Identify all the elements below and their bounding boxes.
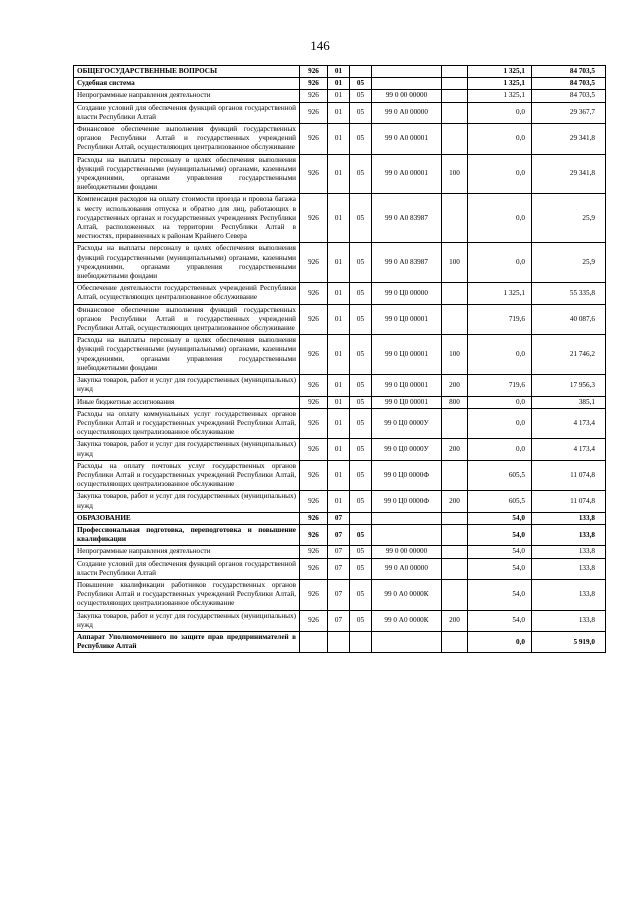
row-sum-1: 0,0 xyxy=(468,124,532,155)
row-sum-2: 21 746,2 xyxy=(532,335,606,375)
row-name: Обеспечение деятельности государственных учреждений Республики Алтай, осуществляющих централизованное обслуживание xyxy=(74,283,300,304)
row-name: Повышение квалификации работников государственных органов Республики Алтай и государственных учреждений Республики Алтай, осуществляющих централизованное обслуживание xyxy=(74,579,300,610)
row-gr: 926 xyxy=(300,154,328,194)
table-row xyxy=(74,194,606,243)
row-cs: 99 0 Ц0 00001 xyxy=(372,396,442,408)
row-name: Расходы на выплаты персоналу в целях обеспечения выполнения функций государственными (муниципальными) органами, казенными учреждениями, органами управления государственными внебюджетными фондами xyxy=(74,335,300,375)
row-sum-2: 84 703,5 xyxy=(532,78,606,90)
row-rz: 01 xyxy=(328,335,350,375)
row-rz: 01 xyxy=(328,194,350,243)
row-vr xyxy=(442,558,468,579)
row-vr xyxy=(442,66,468,78)
row-sum-1: 0,0 xyxy=(468,102,532,123)
row-sum-1: 1 325,1 xyxy=(468,66,532,78)
row-name: Непрограммные направления деятельности xyxy=(74,90,300,102)
row-pr: 05 xyxy=(350,102,372,123)
row-gr xyxy=(300,631,328,652)
row-cs xyxy=(372,512,442,524)
row-pr: 05 xyxy=(350,610,372,631)
row-gr: 926 xyxy=(300,546,328,558)
row-gr: 926 xyxy=(300,460,328,491)
row-vr xyxy=(442,460,468,491)
table-row xyxy=(74,375,606,396)
row-sum-1: 0,0 xyxy=(468,396,532,408)
row-sum-2: 11 074,8 xyxy=(532,460,606,491)
table-row xyxy=(74,78,606,90)
row-cs: 99 0 А0 00001 xyxy=(372,154,442,194)
row-vr: 100 xyxy=(442,154,468,194)
row-pr: 05 xyxy=(350,558,372,579)
row-cs: 99 0 Ц0 00001 xyxy=(372,375,442,396)
row-cs: 99 0 Ц0 0000У xyxy=(372,439,442,460)
row-vr xyxy=(442,546,468,558)
row-sum-2: 133,8 xyxy=(532,579,606,610)
row-gr: 926 xyxy=(300,102,328,123)
row-pr: 05 xyxy=(350,154,372,194)
row-cs: 99 0 Ц0 00001 xyxy=(372,335,442,375)
row-cs: 99 0 А0 0000К xyxy=(372,610,442,631)
row-rz: 01 xyxy=(328,439,350,460)
row-vr xyxy=(442,524,468,545)
row-gr: 926 xyxy=(300,90,328,102)
row-name: Компенсация расходов на оплату стоимости проезда и провоза багажа к месту использования отпуска и обратно для лиц, работающих в государственных органах и государственных учреждениях Республики Алтай, расположенных на территории Республики Алтай в местностях, приравненных к районам Крайнего Севера xyxy=(74,194,300,243)
row-sum-1: 54,0 xyxy=(468,579,532,610)
row-name: Создание условий для обеспечения функций органов государственной власти Республики Алтай xyxy=(74,102,300,123)
row-sum-2: 55 335,8 xyxy=(532,283,606,304)
row-name: ОБЩЕГОСУДАРСТВЕННЫЕ ВОПРОСЫ xyxy=(74,66,300,78)
row-gr: 926 xyxy=(300,243,328,283)
row-pr: 05 xyxy=(350,439,372,460)
row-sum-2: 133,8 xyxy=(532,546,606,558)
row-rz: 07 xyxy=(328,610,350,631)
row-pr: 05 xyxy=(350,283,372,304)
row-vr: 100 xyxy=(442,243,468,283)
row-rz: 07 xyxy=(328,524,350,545)
row-rz: 07 xyxy=(328,579,350,610)
row-cs xyxy=(372,78,442,90)
row-sum-2: 4 173,4 xyxy=(532,439,606,460)
row-sum-1: 719,6 xyxy=(468,304,532,335)
row-rz: 07 xyxy=(328,512,350,524)
row-rz: 01 xyxy=(328,375,350,396)
row-sum-2: 25,9 xyxy=(532,194,606,243)
table-row xyxy=(74,610,606,631)
row-sum-1: 0,0 xyxy=(468,194,532,243)
row-name: Закупка товаров, работ и услуг для государственных (муниципальных) нужд xyxy=(74,439,300,460)
row-sum-2: 84 703,5 xyxy=(532,66,606,78)
row-gr: 926 xyxy=(300,491,328,512)
row-pr: 05 xyxy=(350,335,372,375)
row-vr xyxy=(442,194,468,243)
row-name: Профессиональная подготовка, переподготовка и повышение квалификации xyxy=(74,524,300,545)
row-pr: 05 xyxy=(350,579,372,610)
row-rz: 01 xyxy=(328,460,350,491)
row-gr: 926 xyxy=(300,558,328,579)
row-pr: 05 xyxy=(350,375,372,396)
row-name: Расходы на оплату коммунальных услуг государственных органов Республики Алтай и государственных учреждений Республики Алтай, осуществляющих централизованное обслуживание xyxy=(74,408,300,439)
row-sum-1: 54,0 xyxy=(468,610,532,631)
row-sum-2: 40 087,6 xyxy=(532,304,606,335)
row-name: Расходы на выплаты персоналу в целях обеспечения выполнения функций государственными (муниципальными) органами, казенными учреждениями, органами управления государственными внебюджетными фондами xyxy=(74,243,300,283)
row-rz: 01 xyxy=(328,396,350,408)
page-number: 146 xyxy=(310,38,330,53)
row-gr: 926 xyxy=(300,524,328,545)
row-sum-1: 0,0 xyxy=(468,243,532,283)
row-name: Расходы на выплаты персоналу в целях обеспечения выполнения функций государственными (муниципальными) органами, казенными учреждениями, органами управления государственными внебюджетными фондами xyxy=(74,154,300,194)
row-pr: 05 xyxy=(350,194,372,243)
row-gr: 926 xyxy=(300,194,328,243)
row-name: Закупка товаров, работ и услуг для государственных (муниципальных) нужд xyxy=(74,375,300,396)
row-sum-1: 719,6 xyxy=(468,375,532,396)
row-rz: 01 xyxy=(328,102,350,123)
row-sum-1: 1 325,1 xyxy=(468,78,532,90)
table-row xyxy=(74,512,606,524)
row-cs: 99 0 Ц0 0000Ф xyxy=(372,460,442,491)
row-gr: 926 xyxy=(300,512,328,524)
row-pr: 05 xyxy=(350,78,372,90)
table-row xyxy=(74,546,606,558)
row-cs xyxy=(372,631,442,652)
row-gr: 926 xyxy=(300,439,328,460)
row-cs: 99 0 00 00000 xyxy=(372,546,442,558)
row-cs: 99 0 А0 83987 xyxy=(372,243,442,283)
row-name: Финансовое обеспечение выполнения функций государственных органов Республики Алтай и государственных учреждений Республики Алтай, осуществляющих централизованное обслуживание xyxy=(74,124,300,155)
row-pr xyxy=(350,66,372,78)
row-vr xyxy=(442,102,468,123)
row-rz: 01 xyxy=(328,154,350,194)
row-pr: 05 xyxy=(350,124,372,155)
table-row xyxy=(74,408,606,439)
row-rz: 01 xyxy=(328,243,350,283)
row-pr: 05 xyxy=(350,491,372,512)
row-cs: 99 0 Ц0 0000Ф xyxy=(372,491,442,512)
row-rz xyxy=(328,631,350,652)
row-gr: 926 xyxy=(300,304,328,335)
row-sum-2: 17 956,3 xyxy=(532,375,606,396)
table-row xyxy=(74,524,606,545)
row-sum-2: 133,8 xyxy=(532,558,606,579)
row-sum-1: 54,0 xyxy=(468,546,532,558)
row-vr xyxy=(442,304,468,335)
row-vr: 200 xyxy=(442,610,468,631)
row-vr xyxy=(442,78,468,90)
table-row xyxy=(74,154,606,194)
row-pr: 05 xyxy=(350,243,372,283)
row-name: Непрограммные направления деятельности xyxy=(74,546,300,558)
row-pr: 05 xyxy=(350,524,372,545)
row-rz: 01 xyxy=(328,408,350,439)
row-sum-2: 29 341,8 xyxy=(532,154,606,194)
row-rz: 01 xyxy=(328,90,350,102)
table-row xyxy=(74,66,606,78)
row-vr xyxy=(442,631,468,652)
row-name: Финансовое обеспечение выполнения функций государственных органов Республики Алтай и государственных учреждений Республики Алтай, осуществляющих централизованное обслуживание xyxy=(74,304,300,335)
row-vr xyxy=(442,512,468,524)
table-row xyxy=(74,335,606,375)
row-sum-2: 133,8 xyxy=(532,524,606,545)
row-vr: 200 xyxy=(442,375,468,396)
row-sum-1: 605,5 xyxy=(468,460,532,491)
row-sum-2: 11 074,8 xyxy=(532,491,606,512)
row-sum-2: 84 703,5 xyxy=(532,90,606,102)
row-sum-2: 29 341,8 xyxy=(532,124,606,155)
table-row xyxy=(74,491,606,512)
row-vr: 200 xyxy=(442,439,468,460)
table-row xyxy=(74,102,606,123)
row-sum-2: 4 173,4 xyxy=(532,408,606,439)
row-cs: 99 0 Ц0 0000У xyxy=(372,408,442,439)
row-rz: 01 xyxy=(328,283,350,304)
row-pr: 05 xyxy=(350,90,372,102)
row-pr: 05 xyxy=(350,546,372,558)
row-cs: 99 0 А0 83987 xyxy=(372,194,442,243)
row-rz: 01 xyxy=(328,124,350,155)
row-rz: 01 xyxy=(328,66,350,78)
table-row xyxy=(74,460,606,491)
table-row xyxy=(74,124,606,155)
row-name: Закупка товаров, работ и услуг для государственных (муниципальных) нужд xyxy=(74,491,300,512)
row-sum-1: 1 325,1 xyxy=(468,90,532,102)
row-vr xyxy=(442,124,468,155)
table-row xyxy=(74,579,606,610)
row-rz: 07 xyxy=(328,546,350,558)
row-vr xyxy=(442,283,468,304)
row-gr: 926 xyxy=(300,579,328,610)
table-row xyxy=(74,439,606,460)
row-sum-1: 54,0 xyxy=(468,558,532,579)
row-vr: 200 xyxy=(442,491,468,512)
row-gr: 926 xyxy=(300,375,328,396)
row-name: Расходы на оплату почтовых услуг государственных органов Республики Алтай и государственных учреждений Республики Алтай, осуществляющих централизованное обслуживание xyxy=(74,460,300,491)
row-cs: 99 0 Ц0 00001 xyxy=(372,304,442,335)
table-row xyxy=(74,631,606,652)
row-rz: 07 xyxy=(328,558,350,579)
row-sum-2: 133,8 xyxy=(532,610,606,631)
row-pr: 05 xyxy=(350,408,372,439)
row-name: Закупка товаров, работ и услуг для государственных (муниципальных) нужд xyxy=(74,610,300,631)
row-cs: 99 0 А0 0000К xyxy=(372,579,442,610)
row-rz: 01 xyxy=(328,78,350,90)
row-rz: 01 xyxy=(328,304,350,335)
row-sum-2: 29 367,7 xyxy=(532,102,606,123)
row-sum-1: 1 325,1 xyxy=(468,283,532,304)
table-row xyxy=(74,558,606,579)
row-vr xyxy=(442,408,468,439)
row-sum-1: 0,0 xyxy=(468,408,532,439)
row-pr: 05 xyxy=(350,396,372,408)
table-row xyxy=(74,90,606,102)
row-pr xyxy=(350,631,372,652)
row-sum-1: 54,0 xyxy=(468,524,532,545)
row-gr: 926 xyxy=(300,124,328,155)
row-sum-1: 0,0 xyxy=(468,154,532,194)
table-row xyxy=(74,304,606,335)
row-cs xyxy=(372,66,442,78)
row-vr: 800 xyxy=(442,396,468,408)
row-sum-1: 54,0 xyxy=(468,512,532,524)
table-row xyxy=(74,243,606,283)
row-name: Создание условий для обеспечения функций органов государственной власти Республики Алтай xyxy=(74,558,300,579)
row-gr: 926 xyxy=(300,66,328,78)
row-name: ОБРАЗОВАНИЕ xyxy=(74,512,300,524)
row-cs: 99 0 А0 00000 xyxy=(372,558,442,579)
row-sum-2: 385,1 xyxy=(532,396,606,408)
row-vr: 100 xyxy=(442,335,468,375)
row-gr: 926 xyxy=(300,610,328,631)
row-pr: 05 xyxy=(350,304,372,335)
row-sum-2: 25,9 xyxy=(532,243,606,283)
row-vr xyxy=(442,579,468,610)
row-cs xyxy=(372,524,442,545)
row-pr: 05 xyxy=(350,460,372,491)
row-cs: 99 0 Ц0 00000 xyxy=(372,283,442,304)
budget-table xyxy=(73,65,606,653)
row-sum-2: 5 919,0 xyxy=(532,631,606,652)
row-gr: 926 xyxy=(300,335,328,375)
row-name: Аппарат Уполномоченного по защите прав предпринимателей в Республике Алтай xyxy=(74,631,300,652)
row-gr: 926 xyxy=(300,408,328,439)
row-sum-2: 133,8 xyxy=(532,512,606,524)
row-sum-1: 0,0 xyxy=(468,631,532,652)
row-rz: 01 xyxy=(328,491,350,512)
table-row xyxy=(74,283,606,304)
row-name: Иные бюджетные ассигнования xyxy=(74,396,300,408)
row-sum-1: 0,0 xyxy=(468,439,532,460)
row-pr xyxy=(350,512,372,524)
row-gr: 926 xyxy=(300,396,328,408)
row-sum-1: 605,5 xyxy=(468,491,532,512)
row-sum-1: 0,0 xyxy=(468,335,532,375)
row-name: Судебная система xyxy=(74,78,300,90)
row-cs: 99 0 А0 00000 xyxy=(372,102,442,123)
row-gr: 926 xyxy=(300,283,328,304)
row-cs: 99 0 А0 00001 xyxy=(372,124,442,155)
row-vr xyxy=(442,90,468,102)
row-gr: 926 xyxy=(300,78,328,90)
table-row xyxy=(74,396,606,408)
row-cs: 99 0 00 00000 xyxy=(372,90,442,102)
